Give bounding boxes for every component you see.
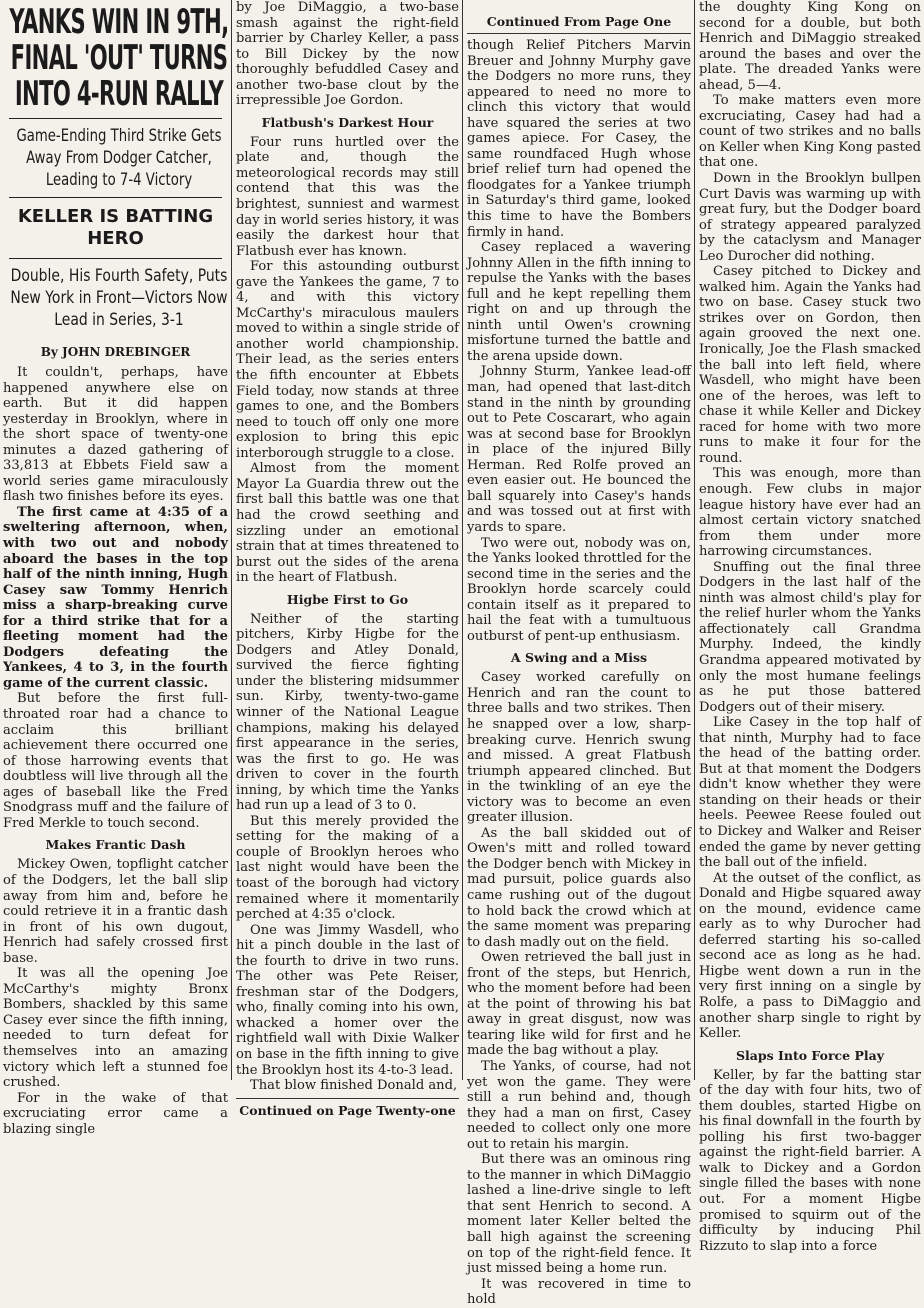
paragraph: One was Jimmy Wasdell, who hit a pinch double in the last of the fourth to drive in two runs. The other was Pete Reiser, freshman star of the Dodgers, who, finally coming into his own, whacked a homer over the rightfield wall with Dixie Walker on base in the fifth inning to give the Brooklyn host its 4-to-3 lead. bbox=[236, 922, 459, 1078]
subhead-makes-frantic-dash: Makes Frantic Dash bbox=[45, 837, 186, 853]
divider bbox=[9, 197, 222, 198]
continued-on-label: Continued on Page Twenty-one bbox=[236, 1098, 459, 1122]
paragraph: For in the wake of that excruciating error came a blazing single bbox=[3, 1090, 228, 1137]
headline-line-2: FINAL 'OUT' TURNS bbox=[10, 38, 228, 78]
paragraph: Casey pitched to Dickey and walked him. Again the Yanks had two on base. Casey stuck two strikes over on Gordon, then again grooved the next one. Ironically, Joe the Flash smacked the ball into left field, where Wasdell, who might have been one of the heroes, was left to chase it while Keller and Dickey raced for home with two more runs to make it four for the round. bbox=[699, 264, 921, 466]
subhead-swing-and-miss: A Swing and a Miss bbox=[510, 650, 648, 666]
paragraph: It was all the opening Joe McCarthy's mighty Bronx Bombers, shackled by this same Casey ever since the fifth inning, needed to turn defeat for themselves into an amazing victory which left a stunned foe crushed. bbox=[3, 966, 228, 1091]
paragraph: It was recovered in time to hold bbox=[467, 1276, 691, 1308]
continued-from-label: Continued From Page One bbox=[467, 10, 691, 34]
paragraph: To make matters even more excruciating, Casey had had a count of two strikes and no balls on Keller when King Kong pasted that one. bbox=[699, 93, 921, 171]
subhead-slaps-into-force: Slaps Into Force Play bbox=[736, 1047, 884, 1063]
divider bbox=[9, 258, 222, 259]
paragraph: As the ball skidded out of Owen's mitt and rolled toward the Dodger bench with Mickey in mad pursuit, police guards also came rushing out of the dugout to hold back the crowd which at the same moment was preparing to dash madly out on the field. bbox=[467, 825, 691, 950]
paragraph: Almost from the moment Mayor La Guardia threw out the first ball this battle was one that had the crowd seething and sizzling under an emotional strain that at times threatened to burst out the sides of the arena in the heart of Flatbush. bbox=[236, 461, 459, 586]
column-4 bbox=[696, 0, 924, 1254]
paragraph: But this merely provided the setting for the making of a couple of Brooklyn heroes who last night would have been the toast of the borough had victory remained where it momentarily perched at 4:35 o'clock. bbox=[236, 813, 459, 923]
paragraph: Casey worked carefully on Henrich and ran the count to three balls and two strikes. Then he snapped over a low, sharp-breaking curve. Henrich swung and missed. A great Flatbush triumph appeared clinched. But in the twinkling of an eye the victory was to become an even greater illusion. bbox=[467, 670, 691, 826]
paragraph: though Relief Pitchers Marvin Breuer and Johnny Murphy gave the Dodgers no more runs, they appeared to need no more to clinch this victory that would have squared the series at two games apiece. For Casey, the same roundfaced Hugh whose brief relief turn had opened the floodgates for a Yankee triumph in Saturday's third game, looked this time to have the Bombers firmly in hand. bbox=[467, 38, 691, 240]
headline bbox=[4, 4, 233, 112]
paragraph: Like Casey in the top half of that ninth, Murphy had to face the head of the batting order. But at that moment the Dodgers didn't know whether they were standing on their heads or their heels. Peewee Reese fouled out to Dickey and Walker and Reiser ended the game by never getting the ball out of the infield. bbox=[699, 715, 921, 871]
deck-2: KELLER IS BATTING HERO bbox=[17, 206, 214, 249]
headline-line-3: INTO 4-RUN RALLY bbox=[14, 74, 224, 114]
column-2 bbox=[233, 0, 463, 1118]
paragraph: But there was an ominous ring to the manner in which DiMaggio lashed a line-drive single to left that sent Henrich to second. A moment later Keller belted the ball high against the screening on top of the right-field fence. It just missed being a home run. bbox=[467, 1152, 691, 1277]
paragraph: Down in the Brooklyn bullpen Curt Davis was warming up with great fury, but the Dodger board of strategy appeared paralyzed by the cataclysm and Manager Leo Durocher did nothing. bbox=[699, 171, 921, 264]
byline: By JOHN DREBINGER bbox=[40, 345, 191, 359]
paragraph: The first came at 4:35 of a sweltering afternoon, when, with two out and nobody aboard the bases in the top half of the ninth inning, Hugh Casey saw Tommy Henrich miss a sharp-breaking curve for a third strike that for a fleeting moment had the Dodgers defeating the Yankees, 4 to 3, in the fourth game of the current classic. bbox=[3, 504, 228, 691]
paragraph: Keller, by far the batting star of the day with four hits, two of them doubles, started Higbe on his final downfall in the fourth by polling his first two-bagger against the right-field barrier. A walk to Dickey and a Gordon single filled the bases with none out. For a moment Higbe promised to squirm out of the difficulty by inducing Phil Rizzuto to slap into a force bbox=[699, 1067, 921, 1254]
paragraph: Mickey Owen, topflight catcher of the Dodgers, let the ball slip away from him and, before he could retrieve it in a frantic dash in front of his own dugout, Henrich had safely crossed first base. bbox=[3, 857, 228, 966]
headline-line-1: YANKS WIN IN 9TH, bbox=[9, 2, 229, 42]
paragraph: the doughty King Kong on second for a double, but both Henrich and DiMaggio streaked around the bases and over the plate. The dreaded Yanks were ahead, 5—4. bbox=[699, 0, 921, 93]
divider bbox=[9, 118, 222, 119]
column-3 bbox=[464, 0, 695, 1308]
subhead-flatbush-darkest-hour: Flatbush's Darkest Hour bbox=[261, 114, 434, 130]
column-1 bbox=[0, 0, 232, 1137]
paragraph: Johnny Sturm, Yankee lead-off man, had opened that last-ditch stand in the ninth by grounding out to Pete Coscarart, who again was at second base for Brooklyn in place of the injured Billy Herman. Red Rolfe proved an even easier out. He bounced the ball squarely into Casey's hands and was tossed out at first with yards to spare. bbox=[467, 364, 691, 535]
paragraph: Two were out, nobody was on, the Yanks looked throttled for the second time in the series and the Brooklyn horde scarcely could contain itself as it prepared to hail the feat with a tumultuous outburst of pent-up enthusiasm. bbox=[467, 535, 691, 644]
paragraph: For this astounding outburst gave the Yankees the game, 7 to 4, and with this victory McCarthy's miraculous maulers moved to within a single stride of another world championship. Their lead, as the series enters the fifth encounter at Ebbets Field today, now stands at three games to one, and the Bombers need to touch off only one more explosion to bring this epic interborough struggle to a close. bbox=[236, 259, 459, 461]
paragraph: That blow finished Donald and, bbox=[250, 1078, 458, 1094]
paragraph: Owen retrieved the ball just in front of the steps, but Henrich, who the moment before had been at the point of throwing his bat away in great disgust, now was tearing like wild for first and he made the bag without a play. bbox=[467, 950, 691, 1059]
paragraph: by Joe DiMaggio, a two-base smash against the right-field barrier by Charley Keller, a pass to Bill Dickey by the now thoroughly befuddled Casey and another two-base clout by the irrepressible Joe Gordon. bbox=[236, 0, 459, 109]
paragraph: It couldn't, perhaps, have happened anywhere else on earth. But it did happen yesterday in Brooklyn, where in the short space of twenty-one minutes a dazed gathering of 33,813 at Ebbets Field saw a world series game miraculously flash two finishes before its eyes. bbox=[3, 365, 228, 505]
deck-3: Double, His Fourth Safety, Puts New York in Front—Victors Now Lead in Series, 3-1 bbox=[10, 266, 228, 330]
subhead-higbe-first: Higbe First to Go bbox=[286, 591, 409, 607]
paragraph: But before the first full-throated roar had a chance to acclaim this brilliant achievement there occurred one of those harrowing events that doubtless will live through all the ages of baseball like the Fred Snodgrass muff and the failure of Fred Merkle to touch second. bbox=[3, 691, 228, 831]
paragraph: At the outset of the conflict, as Donald and Higbe squared away on the mound, evidence came early as to why Durocher had deferred starting his so-called second ace as long as he had. Higbe went down a run in the very first inning on a single by Rolfe, a pass to DiMaggio and another sharp single to right by Keller. bbox=[699, 870, 921, 1042]
paragraph: Neither of the starting pitchers, Kirby Higbe for the Dodgers and Atley Donald, survived the fierce fighting under the blistering midsummer sun. Kirby, twenty-two-game winner of the National League champions, making his delayed first appearance in the series, was the first to go. He was driven to cover in the fourth inning, by which time the Yanks had run up a lead of 3 to 0. bbox=[236, 611, 459, 814]
paragraph: Casey replaced a wavering Johnny Allen in the fifth inning to repulse the Yanks with the bases full and he kept repelling them right on and up through the ninth until Owen's crowning misfortune turned the battle and the arena upside down. bbox=[467, 240, 691, 364]
paragraph: Snuffing out the final three Dodgers in the last half of the ninth was almost child's play for the relief hurler whom the Yanks affectionately call Grandma Murphy. Indeed, the kindly Grandma appeared motivated by only the most humane feelings as he put those battered Dodgers out of their misery. bbox=[699, 559, 921, 715]
paragraph: The Yanks, of course, had not yet won the game. They were still a run behind and, though they had a man on first, Casey needed to collect only one more out to retain his margin. bbox=[467, 1059, 691, 1152]
deck-1: Game-Ending Third Strike Gets Away From Dodger Catcher, Leading to 7-4 Victory bbox=[16, 126, 222, 190]
paragraph: Four runs hurtled over the plate and, though the meteorological records may still contend that this was the brightest, sunniest and warmest day in world series history, it was easily the darkest hour that Flatbush ever has known. bbox=[236, 134, 459, 259]
paragraph: This was enough, more than enough. Few clubs in major league history have ever had an almost certain victory snatched from them under more harrowing circumstances. bbox=[699, 466, 921, 560]
